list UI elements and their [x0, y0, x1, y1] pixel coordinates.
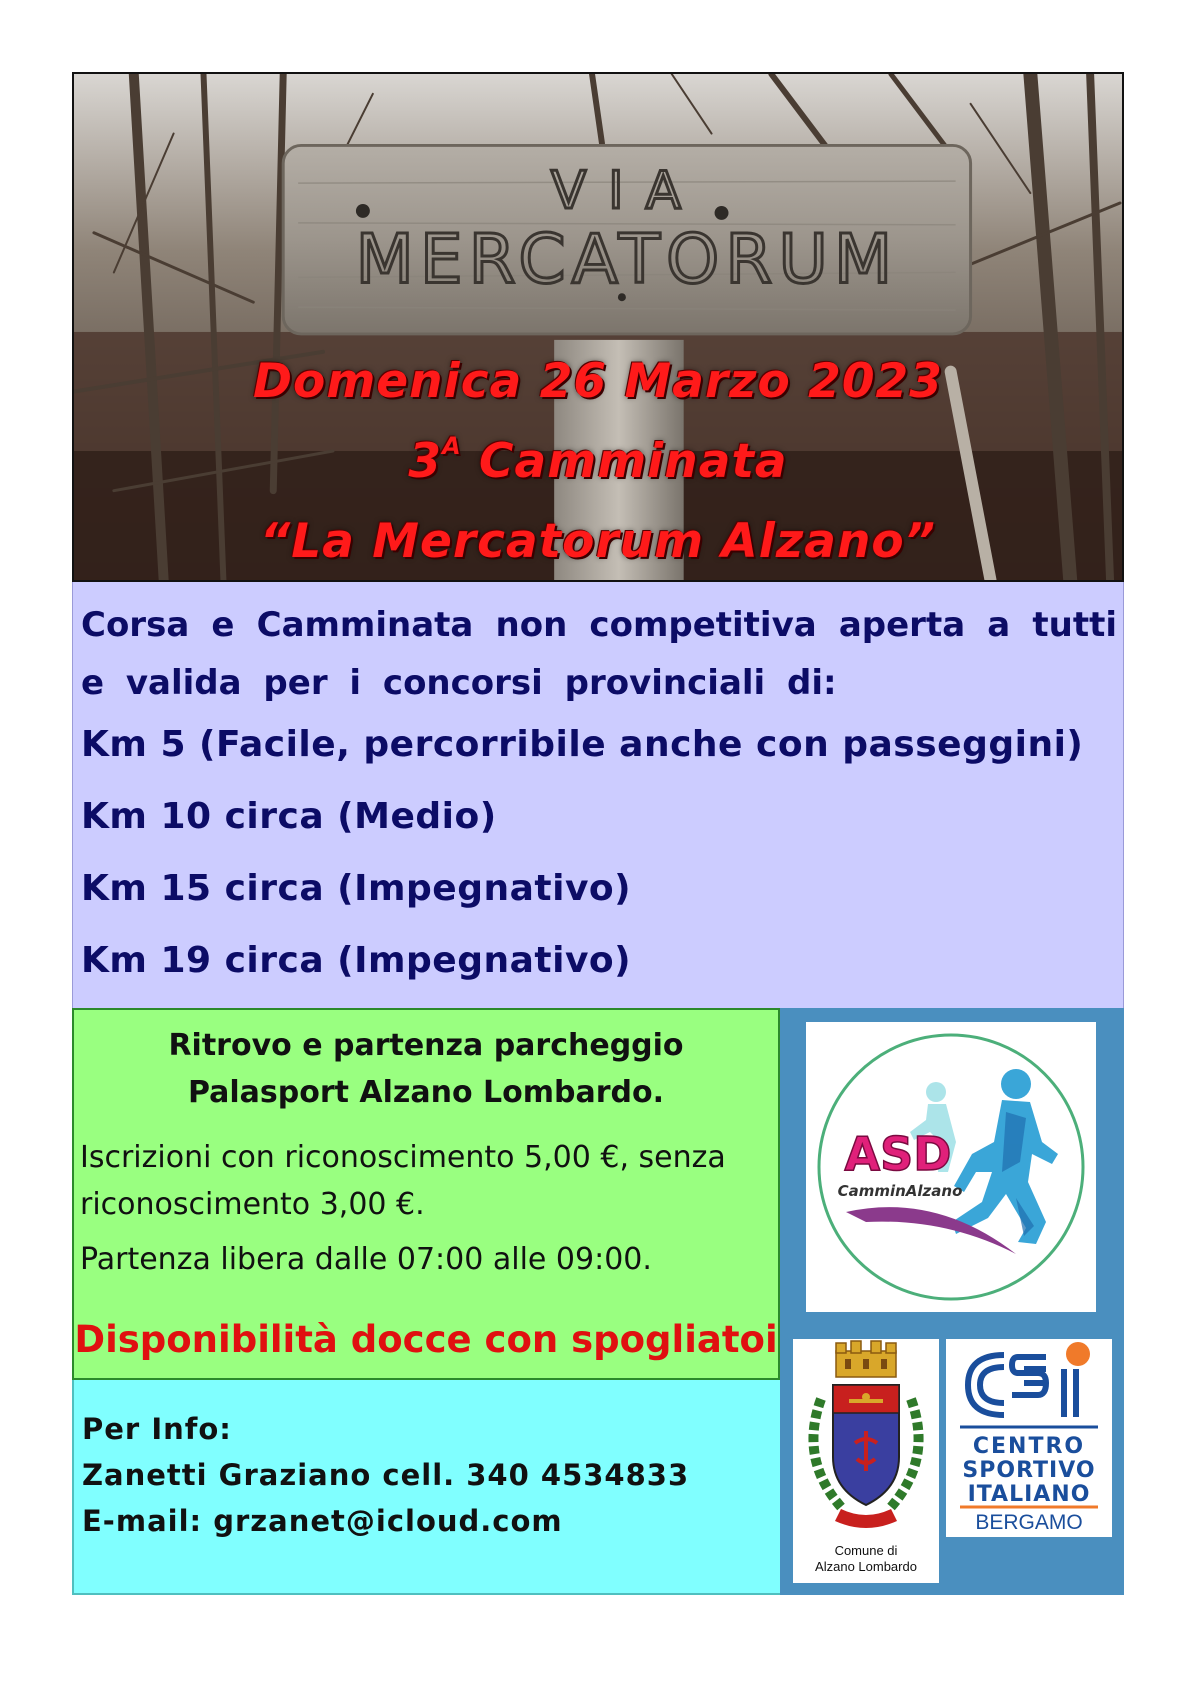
asd-runner-icon — [806, 1022, 1096, 1312]
comune-caption — [793, 1543, 939, 1575]
showers-notice: Disponibilità docce con spogliatoi — [74, 1318, 778, 1361]
contact-box — [72, 1380, 780, 1595]
meeting-box — [72, 1008, 780, 1380]
comune-caption-line2: Alzano Lombardo — [815, 1559, 917, 1574]
asd-logo-title: ASD — [844, 1127, 952, 1181]
meeting-place — [74, 1022, 778, 1116]
description-intro: Corsa e Camminata non competitiva aperta a tutti e valida per i concorsi provinciali di: — [81, 605, 1117, 703]
meeting-place-line1: Ritrovo e partenza parcheggio — [168, 1028, 684, 1063]
event-ordinal-suffix: A — [442, 432, 462, 460]
event-date: Domenica 26 Marzo 2023 — [253, 354, 943, 409]
csi-emblem-icon — [946, 1339, 1112, 1537]
woodland-sign-photo — [74, 74, 1122, 580]
contact-title: Per Info: — [82, 1412, 232, 1446]
route-item: Km 15 circa (Impegnativo) — [81, 868, 632, 909]
csi-text-line1: CENTRO — [972, 1434, 1086, 1459]
route-item: Km 5 (Facile, percorribile anche con passeggini) — [81, 724, 1084, 765]
sign-text-via: VIA — [550, 161, 703, 221]
hero-photo — [72, 72, 1124, 582]
comune-caption-line1: Comune di — [834, 1543, 898, 1558]
route-item: Km 19 circa (Impegnativo) — [81, 940, 632, 981]
comune-alzano-crest — [793, 1339, 939, 1583]
fee-line2: riconoscimento 3,00 €. — [80, 1187, 425, 1222]
event-edition — [74, 434, 1122, 489]
logos-panel — [780, 1008, 1124, 1595]
csi-text-line4: BERGAMO — [975, 1511, 1083, 1534]
fee-line1: Iscrizioni con riconoscimento 5,00 €, senza — [80, 1140, 726, 1175]
contact-email: E-mail: grzanet@icloud.com — [82, 1504, 563, 1538]
start-times: Partenza libera dalle 07:00 alle 09:00. — [80, 1242, 652, 1277]
csi-text-line2: SPORTIVO — [962, 1458, 1096, 1483]
event-number: 3 — [408, 434, 443, 489]
route-item: Km 10 circa (Medio) — [81, 796, 497, 837]
description-box — [72, 582, 1124, 1008]
meeting-place-line2: Palasport Alzano Lombardo. — [187, 1075, 665, 1110]
registration-fees — [80, 1134, 770, 1228]
csi-bergamo-logo — [946, 1339, 1112, 1537]
csi-text-line3: ITALIANO — [967, 1482, 1091, 1507]
contact-phone: Zanetti Graziano cell. 340 4534833 — [82, 1458, 690, 1492]
asd-logo-subtitle: CamminAlzano — [837, 1182, 963, 1200]
event-name: “La Mercatorum Alzano” — [259, 514, 936, 569]
event-type: Camminata — [479, 434, 788, 489]
sign-text-mercatorum: MERCATORUM — [355, 219, 899, 299]
asd-camminalzano-logo — [806, 1022, 1096, 1312]
crest-shield-icon — [793, 1339, 939, 1539]
